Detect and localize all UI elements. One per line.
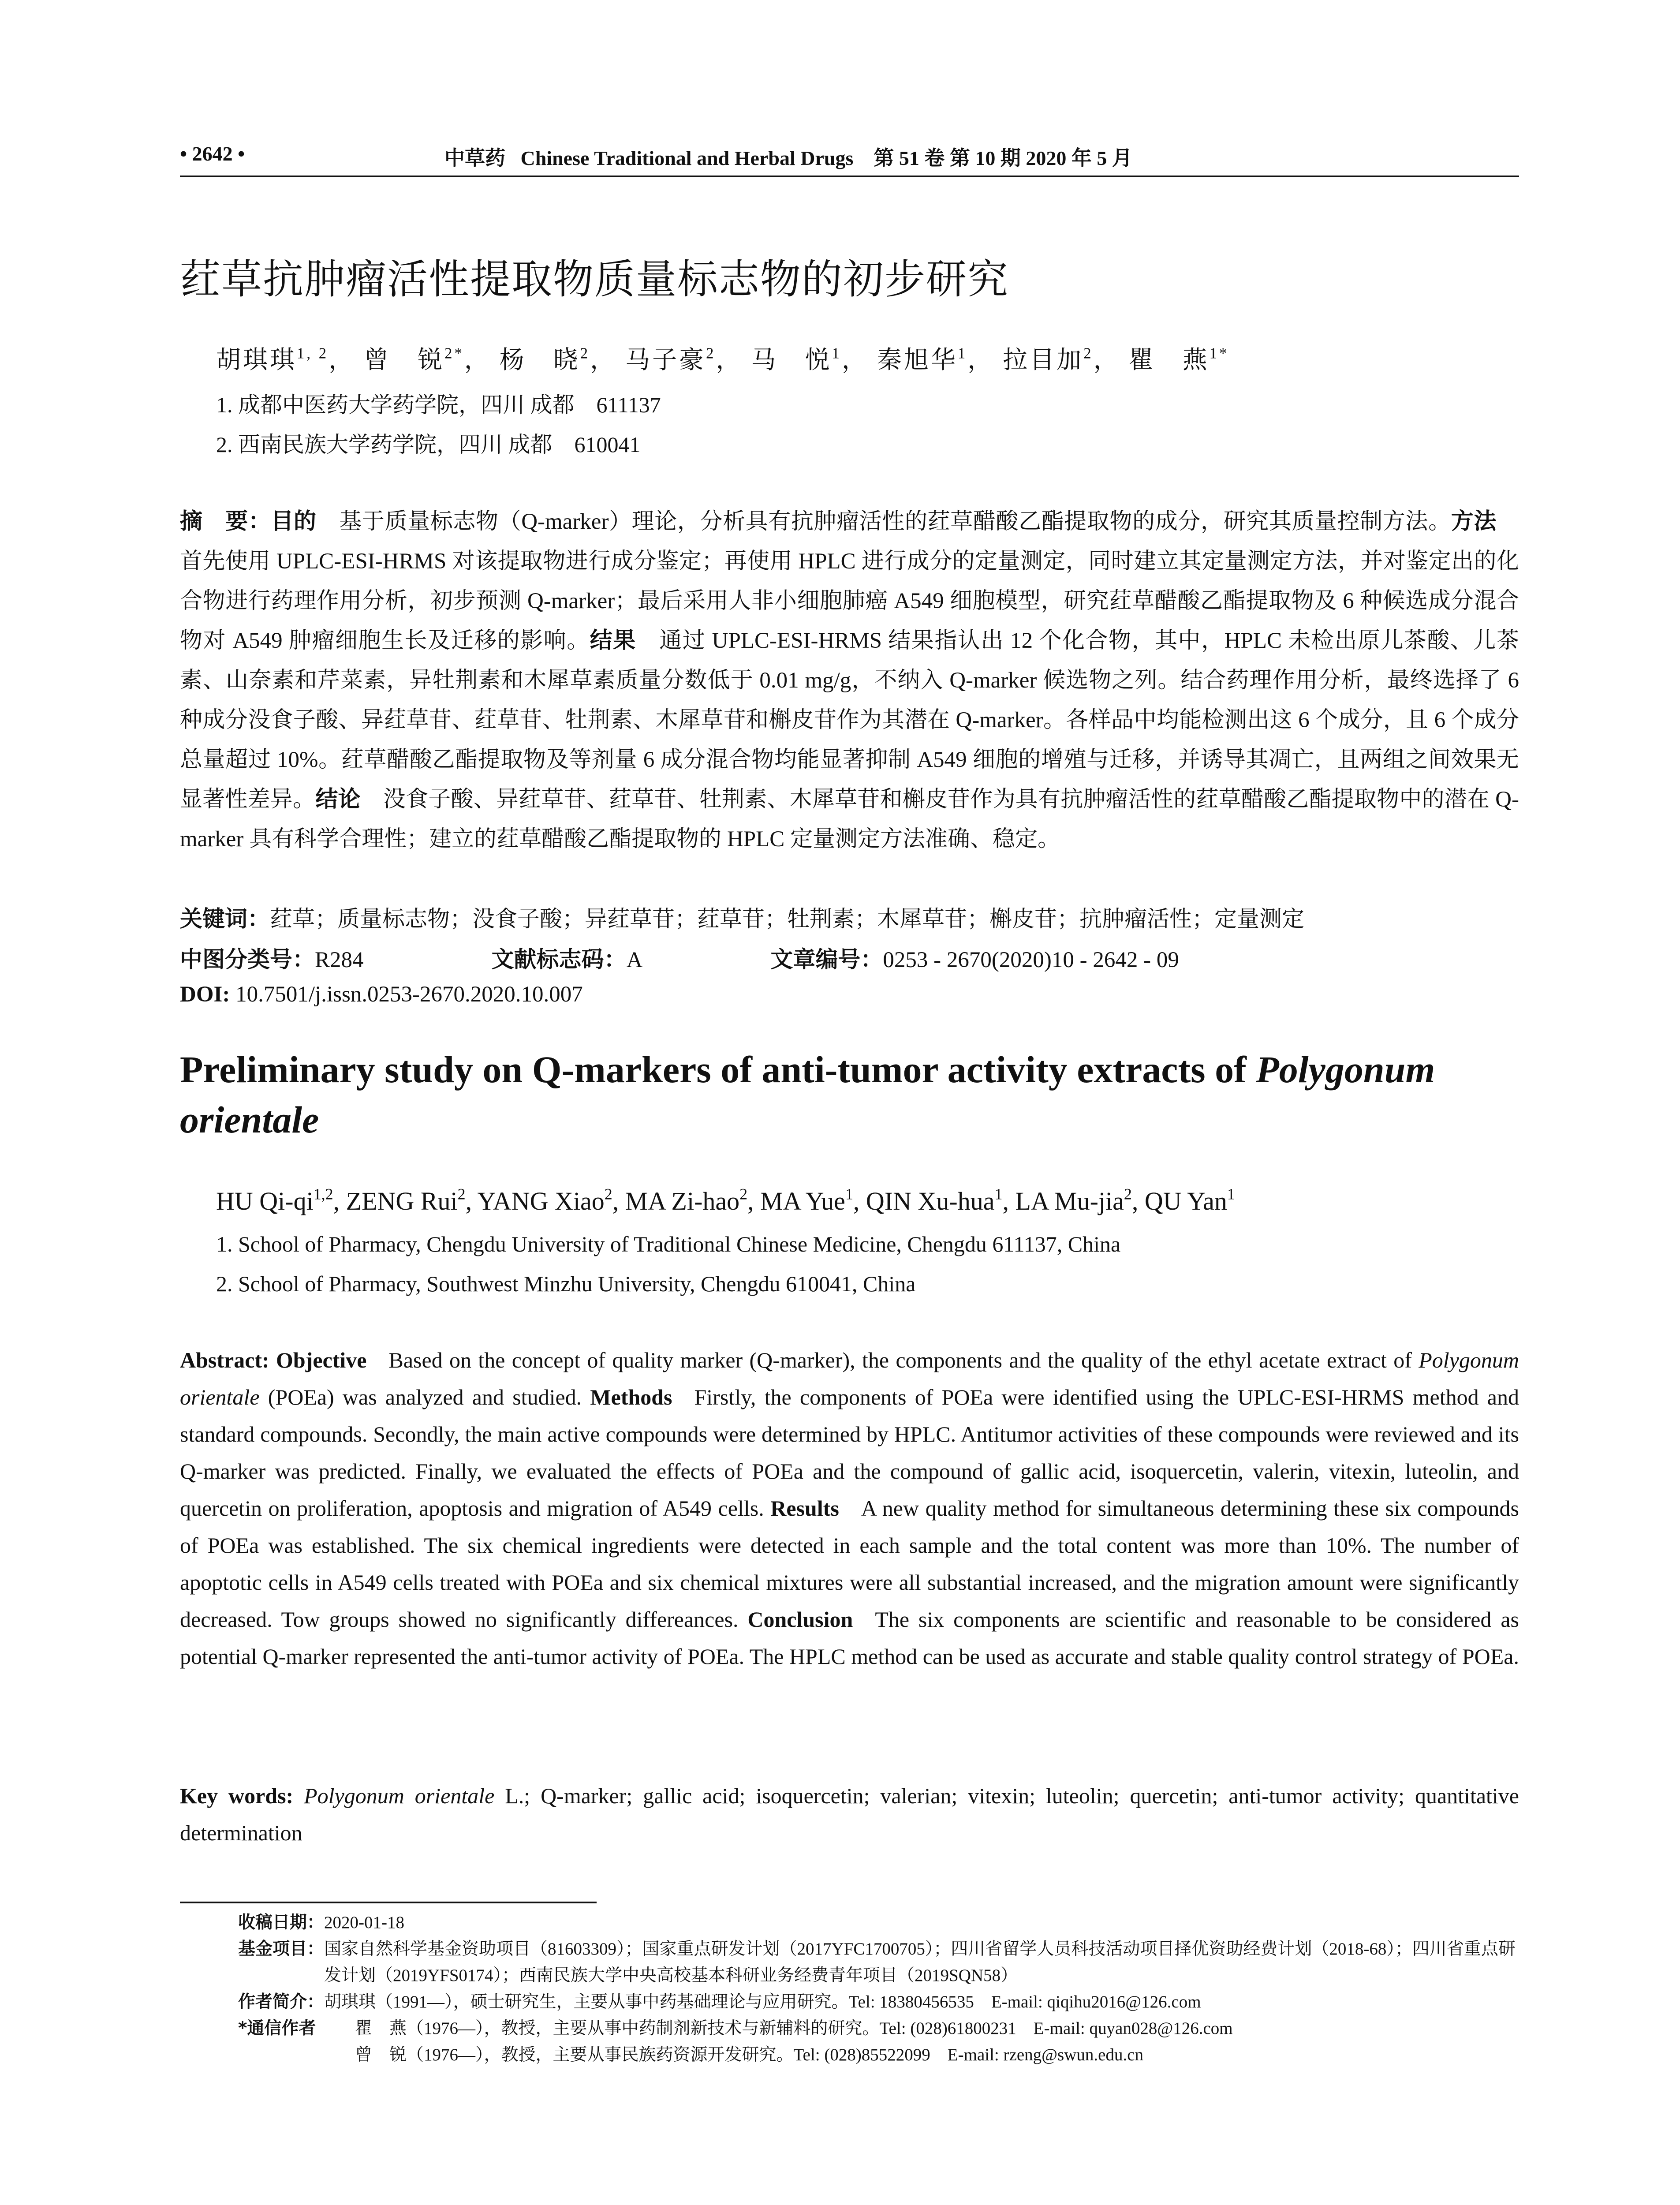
author-cn: 曾 锐$^{2*}$， <box>364 344 491 374</box>
conclusion-text-cn: 没食子酸、异荭草苷、荭草苷、牡荆素、木犀草苷和槲皮苷作为具有抗肿瘤活性的荭草醋酸乙酯提取物中的潜在 Q-marker 具有科学合理性；建立的荭草醋酸乙酯提取物的 HPLC 定量测定方法准确、稳定。 <box>180 787 1519 852</box>
journal-issue: 第 51 卷 第 10 期 2020 年 5 月 <box>874 147 1132 169</box>
running-header <box>180 142 1519 177</box>
header-rule <box>180 176 1519 177</box>
footnote-author-bio: 作者简介： 胡琪琪（1991—），硕士研究生，主要从事中药基础理论与应用研究。Tel: 18380456535 E-mail: qiqihu2016@126.com <box>238 1992 1201 2012</box>
author-cn: 马 悦$^1$， <box>751 344 869 374</box>
footnote-fund: 基金项目： 国家自然科学基金资助项目（81603309）；国家重点研发计划（2017YFC1700705）；四川省留学人员科技活动项目择优资助经费计划（2018-68）；四川省重点研发计划（2019YFS0174）；西南民族大学中央高校基本科研业务经费青年项目（2019SQN58） <box>238 1939 1516 1985</box>
objective-text-cn: 基于质量标志物（Q-marker）理论，分析具有抗肿瘤活性的荭草醋酸乙酯提取物的成分，研究其质量控制方法。 <box>339 509 1451 534</box>
title-en: Preliminary study on Q-markers of anti-tumor activity extracts of Polygonum orientale <box>180 1048 1435 1141</box>
conclusion-label-en: Conclusion <box>747 1607 853 1632</box>
page-number: • 2642 • <box>180 142 245 165</box>
author-en: QU Yan$^1$ <box>1144 1185 1235 1215</box>
authors-cn <box>216 340 1229 376</box>
author-cn: 马子豪$^2$， <box>625 344 743 374</box>
authors-en <box>216 1186 1235 1216</box>
doi-line: DOI: 10.7501/j.issn.0253-2670.2020.10.007 <box>180 982 583 1007</box>
keywords-label-cn: 关键词： <box>180 906 270 932</box>
results-label-en: Results <box>770 1496 839 1521</box>
author-cn: 拉目加$^2$， <box>1003 344 1120 374</box>
author-cn: 瞿 燕$^{1*}$ <box>1128 344 1229 374</box>
clc-number: R284 <box>315 948 364 972</box>
author-cn: 杨 晓$^2$， <box>499 344 617 374</box>
author-en: ZENG Rui$^2$, <box>346 1185 478 1215</box>
abstract-label-cn: 摘 要： <box>180 508 271 534</box>
footnote-corresponding: *通信作者 瞿 燕（1976—），教授，主要从事中药制剂新技术与新辅料的研究。Tel: (028)61800231 E-mail: quyan028@126.com <box>238 2018 1233 2038</box>
doi-value: 10.7501/j.issn.0253-2670.2020.10.007 <box>235 982 583 1007</box>
abstract-label-en: Abstract: <box>180 1348 269 1372</box>
document-code: A <box>626 948 643 972</box>
classification-cn: 中图分类号：R284 文献标志码：A 文章编号：0253 - 2670(2020)10 - 2642 - 09 <box>180 947 1179 973</box>
methods-label-cn: 方法 <box>1451 508 1497 534</box>
methods-text-cn: 首先使用 UPLC-ESI-HRMS 对该提取物进行成分鉴定；再使用 HPLC 进行成分的定量测定，同时建立其定量测定方法，并对鉴定出的化合物进行药理作用分析，初步预测 Q-marker；最后采用人非小细胞肺癌 A549 细胞模型，研究荭草醋酸乙酯提取物及 6 种候选成分混合物对 A549 肿瘤细胞生长及迁移的影响。 <box>180 549 1519 653</box>
author-en: MA Yue$^1$, <box>760 1185 866 1215</box>
author-cn: 秦旭华$^1$， <box>877 344 995 374</box>
author-en: MA Zi-hao$^2$, <box>625 1185 761 1215</box>
author-en: HU Qi-qi$^{1,2}$, <box>216 1185 346 1215</box>
keywords-label-en: Key words: <box>180 1783 294 1808</box>
journal-line <box>444 142 1132 171</box>
author-en: LA Mu-jia$^2$, <box>1015 1185 1145 1215</box>
affiliation-en-2: 2. School of Pharmacy, Southwest Minzhu University, Chengdu 610041, China <box>216 1271 916 1296</box>
abstract-cn <box>180 502 1519 859</box>
results-text-cn: 通过 UPLC-ESI-HRMS 结果指认出 12 个化合物，其中，HPLC 未检出原儿茶酸、儿茶素、山奈素和芹菜素，异牡荆素和木犀草素质量分数低于 0.01 mg/g，不纳入 Q-marker 候选物之列。结合药理作用分析，最终选择了 6 种成分没食子酸、异荭草苷、荭草苷、牡荆素、木犀草苷和槲皮苷作为其潜在 Q-marker。各样品中均能检测出这 6 个成分，且 6 个成分总量超过 10%。荭草醋酸乙酯提取物及等剂量 6 成分混合物均能显著抑制 A549 细胞的增殖与迁移，并诱导其凋亡，且两组之间效果无显著性差异。 <box>180 628 1519 812</box>
title-cn: 荭草抗肿瘤活性提取物质量标志物的初步研究 <box>180 256 1009 303</box>
affiliation-cn-2: 2. 西南民族大学药学院，四川 成都 610041 <box>216 432 641 457</box>
results-label-cn: 结果 <box>590 628 636 654</box>
abstract-en: Abstract: Objective Based on the concept of quality marker (Q-marker), the components and the quality of the ethyl acetate extract of Polygonum orientale (POEa) was analyzed and studied. Methods Firstly, the components of POEa were identified using the UPLC-ESI-HRMS method and standard compounds. Secondly, the main active compounds were determined by HPLC. Antitumor activities of these compounds were reviewed and its Q-marker was predicted. Finally, we evaluated the effects of POEa and the compound of gallic acid, isoquercetin, valerin, vitexin, luteolin, and quercetin on proliferation, apoptosis and migration of A549 cells. Results A new quality method for simultaneous determining these six compounds of POEa was established. The six chemical ingredients were detected in each sample and the total content was more than 10%. The number of apoptotic cells in A549 cells treated with POEa and six chemical mixtures were all substantial increased, and the migration amount were significantly decreased. Tow groups showed no significantly differeances. Conclusion The six components are scientific and reasonable to be considered as potential Q-marker represented the anti-tumor activity of POEa. The HPLC method can be used as accurate and stable quality control strategy of POEa. <box>180 1348 1519 1669</box>
keywords-text-cn: 荭草；质量标志物；没食子酸；异荭草苷；荭草苷；牡荆素；木犀草苷；槲皮苷；抗肿瘤活性；定量测定 <box>270 907 1305 932</box>
footnotes <box>238 1910 1519 2068</box>
article-number: 0253 - 2670(2020)10 - 2642 - 09 <box>883 948 1179 972</box>
affiliation-en-1: 1. School of Pharmacy, Chengdu University of Traditional Chinese Medicine, Chengdu 611137, China <box>216 1232 1121 1256</box>
title-en-species: Polygonum orientale <box>180 1048 1435 1141</box>
objective-label-en: Objective <box>276 1348 367 1372</box>
author-en: YANG Xiao$^2$, <box>477 1185 625 1215</box>
footnote-rule <box>180 1902 597 1903</box>
journal-name-en: Chinese Traditional and Herbal Drugs <box>520 147 854 169</box>
objective-label-cn: 目的 <box>271 508 317 534</box>
conclusion-label-cn: 结论 <box>315 786 361 812</box>
affiliation-cn-1: 1. 成都中医药大学药学院，四川 成都 611137 <box>216 392 661 417</box>
footnote-corresponding-2: 曾 锐（1976—），教授，主要从事民族药资源开发研究。Tel: (028)85522099 E-mail: rzeng@swun.edu.cn <box>355 2045 1144 2064</box>
author-cn: 胡琪琪$^{1, 2}$， <box>216 344 356 374</box>
keywords-cn <box>180 901 1304 933</box>
footnote-received: 收稿日期： 2020-01-18 <box>238 1913 404 1932</box>
journal-name-cn: 中草药 <box>444 146 505 170</box>
author-en: QIN Xu-hua$^1$, <box>866 1185 1015 1215</box>
keywords-en: Key words: Polygonum orientale L.; Q-marker; gallic acid; isoquercetin; valerian; vitexin; luteolin; quercetin; anti-tumor activity; quantitative determination <box>180 1783 1519 1845</box>
methods-label-en: Methods <box>590 1385 672 1409</box>
